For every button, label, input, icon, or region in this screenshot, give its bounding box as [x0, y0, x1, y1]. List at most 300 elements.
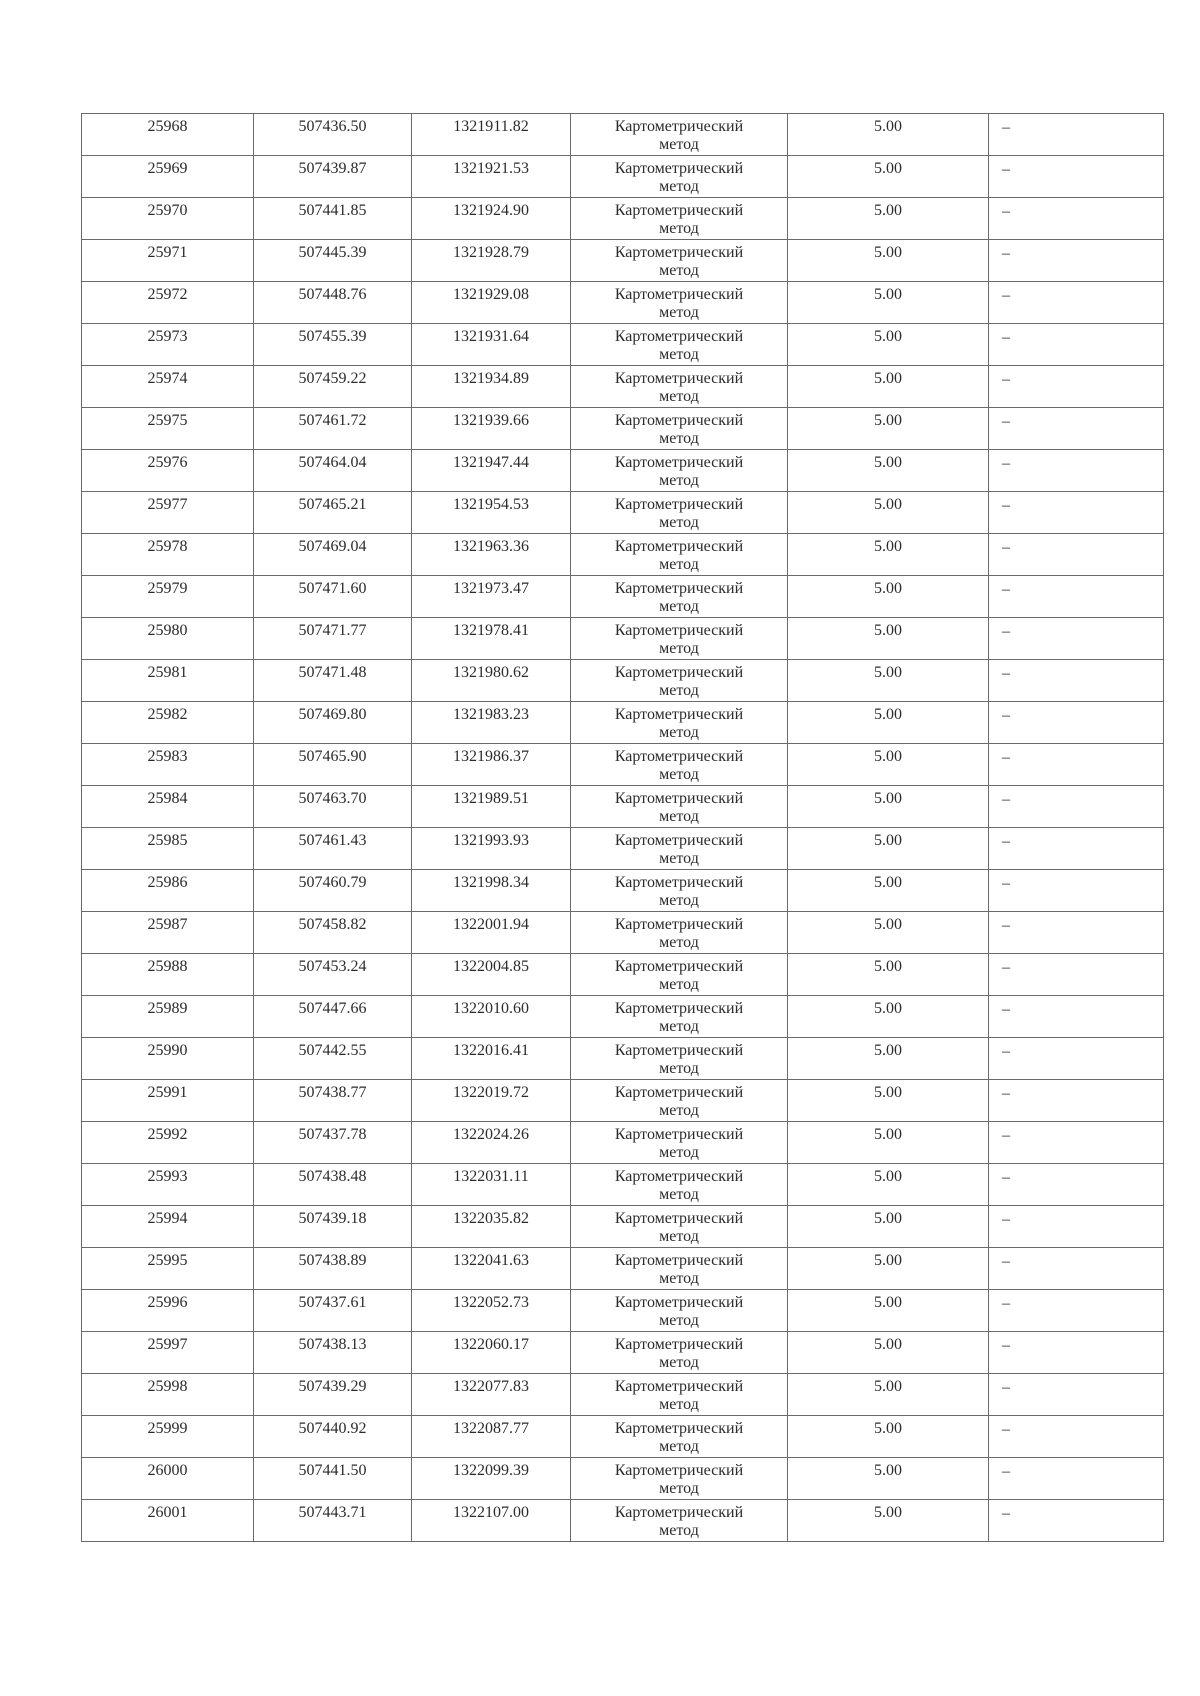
accuracy-value: 5.00	[874, 1126, 902, 1143]
x-coordinate-cell	[254, 1038, 412, 1080]
method-cell	[571, 870, 788, 912]
accuracy-cell	[788, 870, 989, 912]
accuracy-value: 5.00	[874, 748, 902, 765]
table-row	[82, 156, 1164, 198]
x-coordinate-cell	[254, 1374, 412, 1416]
method-text	[571, 1080, 787, 1120]
table-row	[82, 1374, 1164, 1416]
table-row	[82, 114, 1164, 156]
accuracy-value: 5.00	[874, 370, 902, 387]
y-coordinate-cell	[412, 912, 571, 954]
method-line-1: Картометрический	[614, 496, 744, 513]
x-coordinate: 507438.48	[298, 1168, 367, 1185]
method-line-1: Картометрический	[614, 412, 744, 429]
method-text	[571, 240, 787, 280]
description-value: –	[1002, 1253, 1010, 1270]
description-value: –	[1002, 1169, 1010, 1186]
point-number-cell	[82, 1290, 254, 1332]
description-cell	[989, 996, 1164, 1038]
accuracy-cell	[788, 1248, 989, 1290]
method-cell	[571, 1458, 788, 1500]
method-line-2: метод	[659, 1354, 699, 1371]
y-coordinate: 1322087.77	[453, 1420, 529, 1437]
y-coordinate: 1322077.83	[453, 1378, 529, 1395]
method-cell	[571, 408, 788, 450]
x-coordinate-cell	[254, 744, 412, 786]
description-value: –	[1002, 1127, 1010, 1144]
accuracy-value: 5.00	[874, 412, 902, 429]
point-number: 25982	[147, 706, 188, 723]
point-number: 25974	[147, 370, 188, 387]
description-value: –	[1002, 707, 1010, 724]
point-number-cell	[82, 324, 254, 366]
description-cell	[989, 1206, 1164, 1248]
accuracy-value: 5.00	[874, 874, 902, 891]
accuracy-value: 5.00	[874, 1462, 902, 1479]
point-number-cell	[82, 534, 254, 576]
x-coordinate-cell	[254, 660, 412, 702]
point-number: 25970	[147, 202, 188, 219]
method-line-2: метод	[659, 430, 699, 447]
point-number-cell	[82, 618, 254, 660]
accuracy-value: 5.00	[874, 1210, 902, 1227]
method-text	[571, 1332, 787, 1372]
table-row	[82, 240, 1164, 282]
description-cell	[989, 534, 1164, 576]
y-coordinate: 1321934.89	[453, 370, 529, 387]
accuracy-cell	[788, 114, 989, 156]
description-value: –	[1002, 287, 1010, 304]
x-coordinate: 507445.39	[298, 244, 367, 261]
description-cell	[989, 1038, 1164, 1080]
method-line-2: метод	[659, 1522, 699, 1539]
point-number-cell	[82, 114, 254, 156]
method-cell	[571, 324, 788, 366]
y-coordinate-cell	[412, 660, 571, 702]
description-cell	[989, 786, 1164, 828]
method-cell	[571, 114, 788, 156]
method-line-2: метод	[659, 1060, 699, 1077]
point-number-cell	[82, 1374, 254, 1416]
method-line-2: метод	[659, 304, 699, 321]
description-cell	[989, 1290, 1164, 1332]
method-line-1: Картометрический	[614, 1462, 744, 1479]
method-text	[571, 996, 787, 1036]
description-value: –	[1002, 371, 1010, 388]
y-coordinate: 1321939.66	[453, 412, 529, 429]
y-coordinate: 1322024.26	[453, 1126, 529, 1143]
point-number: 25994	[147, 1210, 188, 1227]
y-coordinate: 1322016.41	[453, 1042, 529, 1059]
method-text	[571, 408, 787, 448]
description-cell	[989, 1500, 1164, 1542]
y-coordinate: 1321924.90	[453, 202, 529, 219]
table-row	[82, 1290, 1164, 1332]
method-line-1: Картометрический	[614, 244, 744, 261]
point-number: 25972	[147, 286, 188, 303]
y-coordinate: 1321983.23	[453, 706, 529, 723]
method-line-1: Картометрический	[614, 118, 744, 135]
method-text	[571, 1248, 787, 1288]
table-row	[82, 702, 1164, 744]
method-line-2: метод	[659, 892, 699, 909]
x-coordinate-cell	[254, 618, 412, 660]
accuracy-cell	[788, 534, 989, 576]
description-value: –	[1002, 1337, 1010, 1354]
method-line-2: метод	[659, 1228, 699, 1245]
x-coordinate: 507463.70	[298, 790, 367, 807]
point-number: 25977	[147, 496, 188, 513]
method-line-2: метод	[659, 388, 699, 405]
x-coordinate-cell	[254, 828, 412, 870]
accuracy-value: 5.00	[874, 1336, 902, 1353]
table-row	[82, 1500, 1164, 1542]
description-cell	[989, 912, 1164, 954]
description-value: –	[1002, 455, 1010, 472]
description-cell	[989, 156, 1164, 198]
description-value: –	[1002, 623, 1010, 640]
y-coordinate-cell	[412, 1080, 571, 1122]
method-cell	[571, 1500, 788, 1542]
description-cell	[989, 366, 1164, 408]
accuracy-cell	[788, 954, 989, 996]
method-cell	[571, 828, 788, 870]
point-number-cell	[82, 492, 254, 534]
point-number-cell	[82, 1416, 254, 1458]
method-text	[571, 1122, 787, 1162]
method-cell	[571, 1122, 788, 1164]
description-cell	[989, 492, 1164, 534]
accuracy-value: 5.00	[874, 580, 902, 597]
y-coordinate-cell	[412, 1122, 571, 1164]
y-coordinate: 1322099.39	[453, 1462, 529, 1479]
y-coordinate: 1321998.34	[453, 874, 529, 891]
method-text	[571, 534, 787, 574]
method-cell	[571, 156, 788, 198]
y-coordinate: 1322035.82	[453, 1210, 529, 1227]
description-value: –	[1002, 161, 1010, 178]
coordinates-table	[81, 113, 1164, 1542]
point-number-cell	[82, 156, 254, 198]
method-line-1: Картометрический	[614, 286, 744, 303]
method-line-1: Картометрический	[614, 160, 744, 177]
point-number-cell	[82, 996, 254, 1038]
description-cell	[989, 1080, 1164, 1122]
method-line-2: метод	[659, 136, 699, 153]
y-coordinate: 1321993.93	[453, 832, 529, 849]
accuracy-cell	[788, 912, 989, 954]
y-coordinate-cell	[412, 1038, 571, 1080]
method-text	[571, 324, 787, 364]
accuracy-value: 5.00	[874, 664, 902, 681]
x-coordinate-cell	[254, 156, 412, 198]
method-line-1: Картометрический	[614, 1504, 744, 1521]
y-coordinate: 1322019.72	[453, 1084, 529, 1101]
accuracy-cell	[788, 450, 989, 492]
method-line-1: Картометрический	[614, 1420, 744, 1437]
method-cell	[571, 1248, 788, 1290]
method-line-1: Картометрический	[614, 790, 744, 807]
y-coordinate-cell	[412, 1290, 571, 1332]
accuracy-value: 5.00	[874, 1042, 902, 1059]
table-row	[82, 1038, 1164, 1080]
description-value: –	[1002, 329, 1010, 346]
y-coordinate-cell	[412, 1332, 571, 1374]
table-row	[82, 1416, 1164, 1458]
x-coordinate-cell	[254, 1122, 412, 1164]
point-number: 25973	[147, 328, 188, 345]
method-text	[571, 1038, 787, 1078]
x-coordinate-cell	[254, 1248, 412, 1290]
description-cell	[989, 1332, 1164, 1374]
method-cell	[571, 198, 788, 240]
y-coordinate-cell	[412, 156, 571, 198]
accuracy-cell	[788, 1038, 989, 1080]
method-line-1: Картометрический	[614, 1378, 744, 1395]
point-number-cell	[82, 1122, 254, 1164]
method-cell	[571, 1206, 788, 1248]
method-line-1: Картометрический	[614, 748, 744, 765]
description-cell	[989, 114, 1164, 156]
x-coordinate-cell	[254, 408, 412, 450]
point-number: 25993	[147, 1168, 188, 1185]
table-row	[82, 912, 1164, 954]
y-coordinate: 1322052.73	[453, 1294, 529, 1311]
description-value: –	[1002, 791, 1010, 808]
x-coordinate: 507447.66	[298, 1000, 367, 1017]
accuracy-cell	[788, 1164, 989, 1206]
description-cell	[989, 1374, 1164, 1416]
method-line-1: Картометрический	[614, 706, 744, 723]
point-number: 25983	[147, 748, 188, 765]
description-value: –	[1002, 1085, 1010, 1102]
point-number: 25998	[147, 1378, 188, 1395]
method-line-2: метод	[659, 1438, 699, 1455]
method-line-2: метод	[659, 1018, 699, 1035]
method-line-2: метод	[659, 472, 699, 489]
method-line-1: Картометрический	[614, 958, 744, 975]
y-coordinate: 1322041.63	[453, 1252, 529, 1269]
method-text	[571, 114, 787, 154]
method-text	[571, 954, 787, 994]
x-coordinate: 507441.85	[298, 202, 367, 219]
accuracy-cell	[788, 1122, 989, 1164]
accuracy-cell	[788, 744, 989, 786]
method-text	[571, 660, 787, 700]
accuracy-cell	[788, 156, 989, 198]
method-cell	[571, 996, 788, 1038]
method-cell	[571, 702, 788, 744]
x-coordinate: 507448.76	[298, 286, 367, 303]
table-row	[82, 576, 1164, 618]
description-value: –	[1002, 959, 1010, 976]
point-number-cell	[82, 366, 254, 408]
accuracy-cell	[788, 1332, 989, 1374]
method-line-1: Картометрический	[614, 1252, 744, 1269]
description-value: –	[1002, 539, 1010, 556]
accuracy-cell	[788, 198, 989, 240]
y-coordinate: 1322060.17	[453, 1336, 529, 1353]
point-number: 25991	[147, 1084, 188, 1101]
accuracy-value: 5.00	[874, 328, 902, 345]
table-row	[82, 492, 1164, 534]
point-number-cell	[82, 1080, 254, 1122]
y-coordinate: 1321929.08	[453, 286, 529, 303]
accuracy-value: 5.00	[874, 1168, 902, 1185]
x-coordinate-cell	[254, 324, 412, 366]
description-value: –	[1002, 245, 1010, 262]
x-coordinate: 507436.50	[298, 118, 367, 135]
table-row	[82, 282, 1164, 324]
x-coordinate-cell	[254, 1164, 412, 1206]
point-number-cell	[82, 1500, 254, 1542]
description-value: –	[1002, 1505, 1010, 1522]
table-row	[82, 1248, 1164, 1290]
description-value: –	[1002, 413, 1010, 430]
y-coordinate-cell	[412, 198, 571, 240]
method-line-2: метод	[659, 640, 699, 657]
description-value: –	[1002, 1421, 1010, 1438]
method-cell	[571, 1416, 788, 1458]
y-coordinate: 1322004.85	[453, 958, 529, 975]
point-number: 25971	[147, 244, 188, 261]
accuracy-value: 5.00	[874, 118, 902, 135]
method-cell	[571, 1164, 788, 1206]
accuracy-cell	[788, 786, 989, 828]
x-coordinate: 507438.77	[298, 1084, 367, 1101]
method-text	[571, 744, 787, 784]
description-cell	[989, 324, 1164, 366]
y-coordinate: 1322001.94	[453, 916, 529, 933]
y-coordinate-cell	[412, 324, 571, 366]
x-coordinate-cell	[254, 702, 412, 744]
method-line-2: метод	[659, 598, 699, 615]
x-coordinate: 507453.24	[298, 958, 367, 975]
point-number-cell	[82, 954, 254, 996]
point-number-cell	[82, 198, 254, 240]
x-coordinate: 507465.21	[298, 496, 367, 513]
y-coordinate-cell	[412, 1416, 571, 1458]
point-number-cell	[82, 828, 254, 870]
point-number-cell	[82, 1248, 254, 1290]
method-line-2: метод	[659, 1102, 699, 1119]
point-number-cell	[82, 1164, 254, 1206]
method-text	[571, 282, 787, 322]
method-text	[571, 1164, 787, 1204]
description-value: –	[1002, 749, 1010, 766]
x-coordinate: 507439.29	[298, 1378, 367, 1395]
accuracy-value: 5.00	[874, 622, 902, 639]
y-coordinate-cell	[412, 282, 571, 324]
x-coordinate: 507437.78	[298, 1126, 367, 1143]
table-row	[82, 1164, 1164, 1206]
method-cell	[571, 240, 788, 282]
method-line-2: метод	[659, 1312, 699, 1329]
x-coordinate-cell	[254, 912, 412, 954]
y-coordinate: 1321963.36	[453, 538, 529, 555]
method-line-1: Картометрический	[614, 1042, 744, 1059]
accuracy-cell	[788, 1080, 989, 1122]
description-value: –	[1002, 1379, 1010, 1396]
point-number: 25987	[147, 916, 188, 933]
accuracy-cell	[788, 702, 989, 744]
table-row	[82, 744, 1164, 786]
y-coordinate-cell	[412, 996, 571, 1038]
y-coordinate-cell	[412, 366, 571, 408]
accuracy-value: 5.00	[874, 790, 902, 807]
accuracy-cell	[788, 492, 989, 534]
method-line-2: метод	[659, 346, 699, 363]
description-cell	[989, 1458, 1164, 1500]
x-coordinate: 507471.48	[298, 664, 367, 681]
method-cell	[571, 744, 788, 786]
table-row	[82, 198, 1164, 240]
table-row	[82, 408, 1164, 450]
x-coordinate: 507455.39	[298, 328, 367, 345]
x-coordinate-cell	[254, 240, 412, 282]
description-value: –	[1002, 1211, 1010, 1228]
point-number-cell	[82, 1206, 254, 1248]
x-coordinate: 507461.72	[298, 412, 367, 429]
table-row	[82, 618, 1164, 660]
method-line-1: Картометрический	[614, 202, 744, 219]
method-line-1: Картометрический	[614, 916, 744, 933]
accuracy-value: 5.00	[874, 1252, 902, 1269]
x-coordinate-cell	[254, 996, 412, 1038]
method-line-2: метод	[659, 262, 699, 279]
y-coordinate-cell	[412, 576, 571, 618]
point-number-cell	[82, 870, 254, 912]
x-coordinate: 507438.89	[298, 1252, 367, 1269]
description-cell	[989, 744, 1164, 786]
y-coordinate: 1321947.44	[453, 454, 529, 471]
method-cell	[571, 366, 788, 408]
point-number: 25990	[147, 1042, 188, 1059]
method-line-1: Картометрический	[614, 454, 744, 471]
method-text	[571, 1500, 787, 1540]
point-number: 25978	[147, 538, 188, 555]
accuracy-value: 5.00	[874, 286, 902, 303]
description-value: –	[1002, 917, 1010, 934]
description-value: –	[1002, 1295, 1010, 1312]
description-cell	[989, 282, 1164, 324]
accuracy-value: 5.00	[874, 1000, 902, 1017]
x-coordinate: 507461.43	[298, 832, 367, 849]
point-number: 25996	[147, 1294, 188, 1311]
description-cell	[989, 954, 1164, 996]
point-number-cell	[82, 786, 254, 828]
description-cell	[989, 576, 1164, 618]
y-coordinate: 1321989.51	[453, 790, 529, 807]
method-cell	[571, 534, 788, 576]
accuracy-value: 5.00	[874, 832, 902, 849]
point-number: 25981	[147, 664, 188, 681]
accuracy-cell	[788, 660, 989, 702]
description-cell	[989, 828, 1164, 870]
table-row	[82, 954, 1164, 996]
x-coordinate-cell	[254, 1416, 412, 1458]
y-coordinate-cell	[412, 534, 571, 576]
table-row	[82, 1458, 1164, 1500]
method-line-1: Картометрический	[614, 664, 744, 681]
x-coordinate: 507440.92	[298, 1420, 367, 1437]
accuracy-value: 5.00	[874, 244, 902, 261]
x-coordinate-cell	[254, 1500, 412, 1542]
point-number: 25976	[147, 454, 188, 471]
table-row	[82, 660, 1164, 702]
method-text	[571, 576, 787, 616]
y-coordinate: 1321911.82	[453, 118, 529, 135]
